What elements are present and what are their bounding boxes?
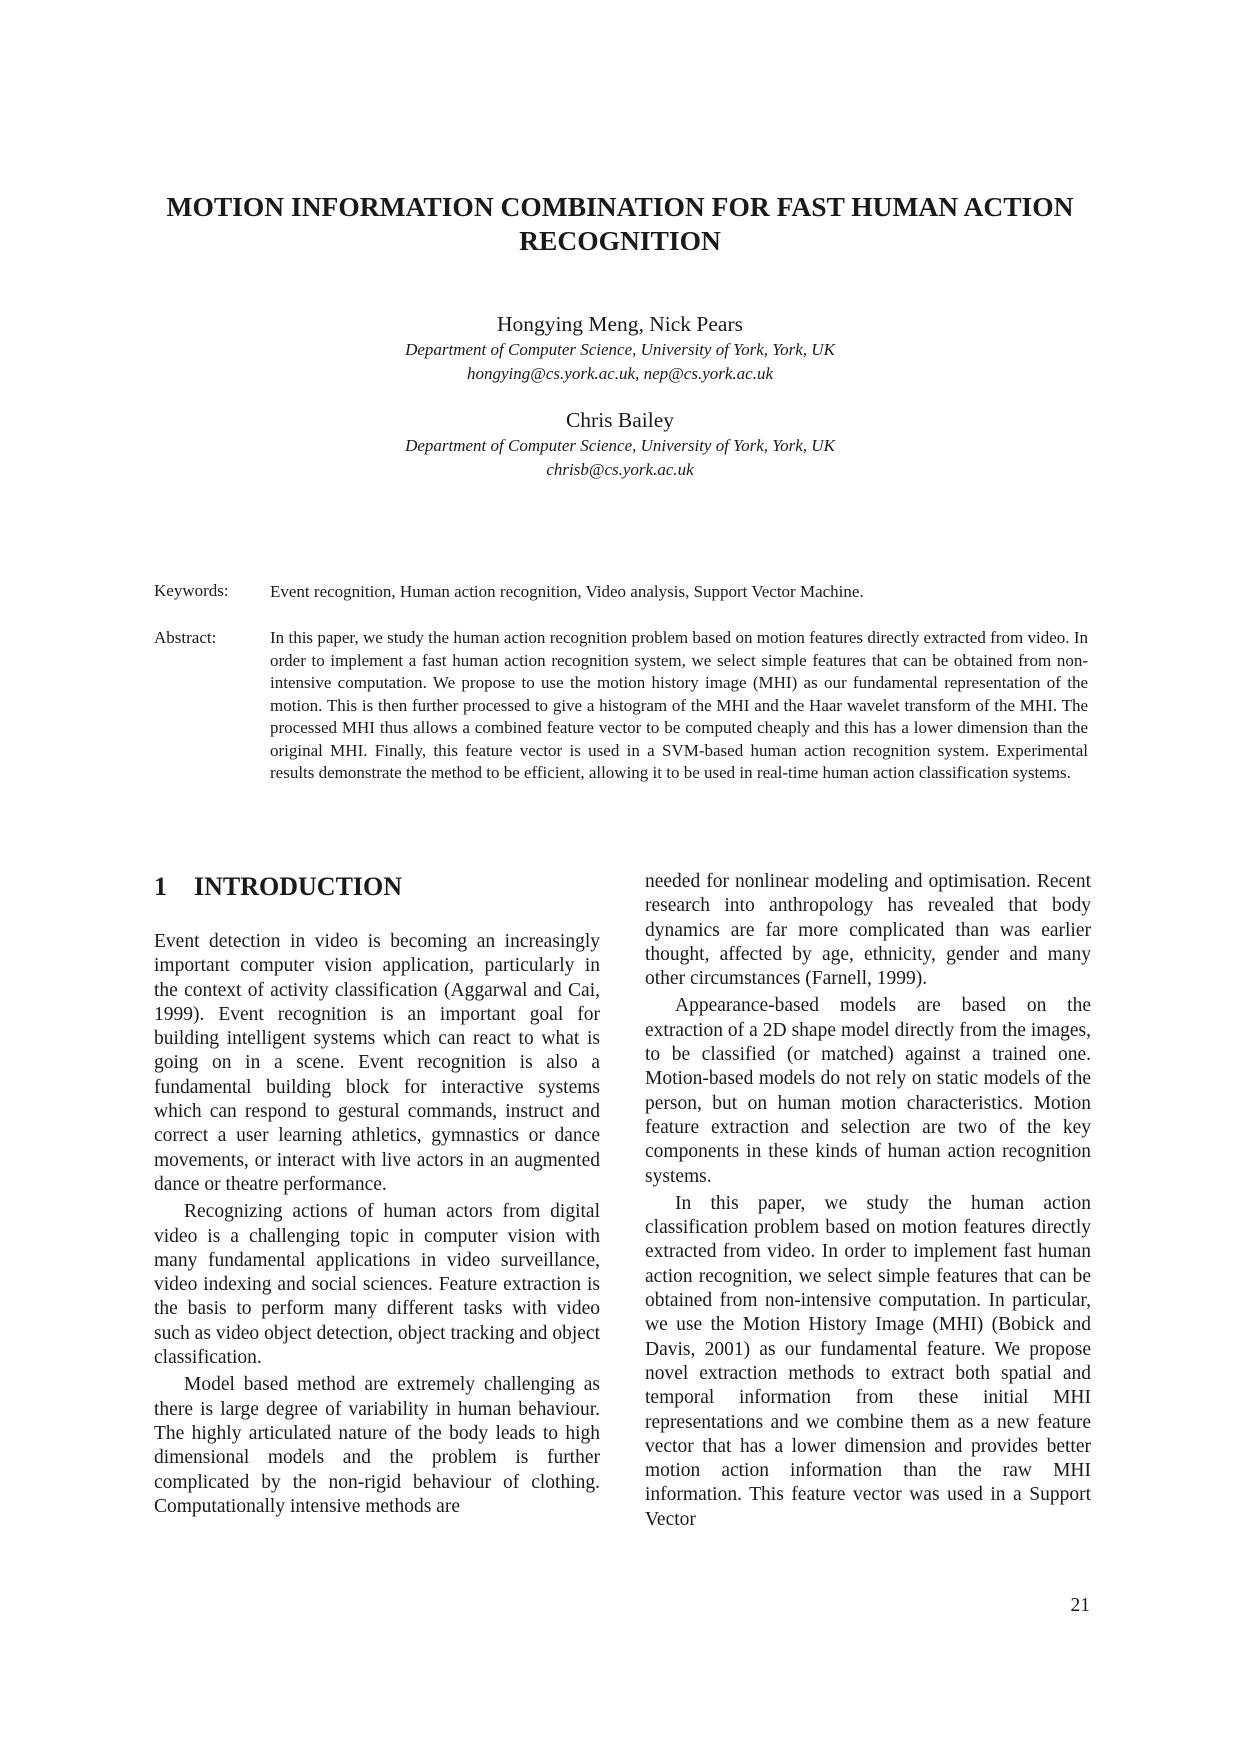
keywords-label: Keywords: <box>154 581 229 600</box>
abstract-text: In this paper, we study the human action recognition problem based on motion features directly extracted from video. In order to implement a fast human action recognition system, we select simple features that can be obtained from non-intensive computation. We propose to use the motion history image (MHI) as our fundamental representation of the motion. This is then further processed to give a histogram of the MHI and the Haar wavelet transform of the MHI. The processed MHI thus allows a combined feature vector to be computed cheaply and this has a lower dimension than the original MHI. Finally, this feature vector is used in a SVM-based human action recognition system. Experimental results demonstrate the method to be efficient, allowing it to be used in real-time human action classification systems. <box>270 628 1088 782</box>
paragraph: Event detection in video is becoming an increasingly important computer vision application, particularly in the context of activity classification (Aggarwal and Cai, 1999). Event recognition is an important goal for building intelligent systems which can react to what is going on in a scene. Event recognition is also a fundamental building block for interactive systems which can respond to gestural commands, instruct and correct a user learning athletics, gymnastics or dance movements, or interact with live actors in an augmented dance or theatre performance. <box>154 931 600 1195</box>
author-affiliation: Department of Computer Science, University of York, York, UK <box>405 436 835 455</box>
section-title: INTRODUCTION <box>194 872 403 901</box>
section-heading <box>154 872 600 902</box>
paper-title: MOTION INFORMATION COMBINATION FOR FAST HUMAN ACTION RECOGNITION <box>166 191 1074 256</box>
section-number: 1 <box>154 872 167 901</box>
author-names: Hongying Meng, Nick Pears <box>496 312 744 336</box>
author-block-1 <box>150 310 1090 386</box>
paragraph: Model based method are extremely challenging as there is large degree of variability in human behaviour. The highly articulated nature of the body leads to high dimensional models and the problem is further complicated by the non-rigid behaviour of clothing. Computationally intensive methods are <box>154 1374 600 1517</box>
author-block-2 <box>150 406 1090 482</box>
keywords-text: Event recognition, Human action recognition, Video analysis, Support Vector Machine. <box>270 582 864 601</box>
paragraph: Appearance-based models are based on the extraction of a 2D shape model directly from the images, to be classified (or matched) against a trained one. Motion-based models do not rely on static models of the person, but on human motion characteristics. Motion feature extraction and selection are two of the key components in these kinds of human action recognition systems. <box>645 995 1091 1187</box>
right-column <box>645 870 1091 1535</box>
abstract-label: Abstract: <box>154 628 217 647</box>
author-email: hongying@cs.york.ac.uk, nep@cs.york.ac.uk <box>466 364 773 383</box>
page-number: 21 <box>1070 1595 1090 1616</box>
paragraph: Recognizing actions of human actors from digital video is a challenging topic in computer vision with many fundamental applications in video surveillance, video indexing and social sciences. Feature extraction is the basis to perform many different tasks with video such as video object detection, object tracking and object classification. <box>154 1201 600 1369</box>
author-names: Chris Bailey <box>565 408 675 432</box>
paragraph: In this paper, we study the human action classification problem based on motion features directly extracted from video. In order to implement fast human action recognition, we select simple features that can be obtained from non-intensive computation. In particular, we use the Motion History Image (MHI) (Bobick and Davis, 2001) as our fundamental feature. We propose novel extraction methods to extract both spatial and temporal information from these initial MHI representations and we combine them as a new feature vector that has a lower dimension and provides better motion action information than the raw MHI information. This feature vector was used in a Support Vector <box>645 1192 1091 1530</box>
left-column <box>154 870 600 1522</box>
author-affiliation: Department of Computer Science, University of York, York, UK <box>405 340 835 359</box>
paragraph: needed for nonlinear modeling and optimisation. Recent research into anthropology has revealed that body dynamics are far more complicated than was earlier thought, affected by age, ethnicity, gender and many other circumstances (Farnell, 1999). <box>645 871 1091 990</box>
author-email: chrisb@cs.york.ac.uk <box>546 460 694 479</box>
